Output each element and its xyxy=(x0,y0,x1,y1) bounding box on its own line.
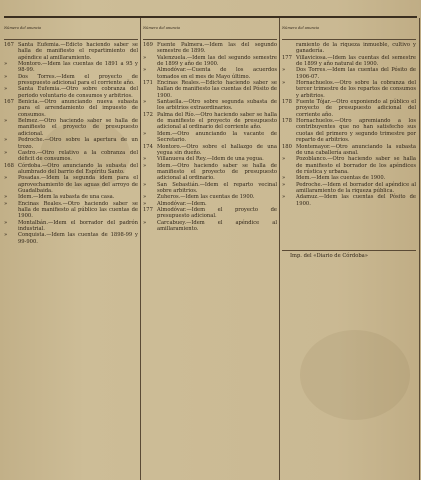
announcement-number: » xyxy=(143,200,147,207)
announcement-number: » xyxy=(143,130,147,137)
announcement-number: 167 xyxy=(4,99,14,106)
announcement-text: Villanueva del Rey.—Idem de una yegua. xyxy=(157,156,264,163)
announcement-text: Zuheros.—Idem las cuentas de 1900. xyxy=(157,194,255,201)
announcement-number: 177 xyxy=(143,206,153,213)
announcement-text: ramiento de la riqueza inmueble, cultivo y ganadería. xyxy=(296,42,416,55)
list-item xyxy=(282,55,416,68)
entries-list xyxy=(143,40,277,232)
announcement-number: » xyxy=(4,73,8,80)
announcement-text: Montalbán.—Idem el borrador del padrón industrial. xyxy=(18,219,138,232)
imprint-text: Imp. del «Diario de Córdoba» xyxy=(290,253,368,259)
announcement-text: Posadas.—Idem la segunda idem para el aprovechamiento de las aguas del arroyo de Guadalbaida. xyxy=(18,175,138,194)
announcement-number: 172 xyxy=(143,111,153,118)
announcement-number: » xyxy=(143,156,147,163)
announcement-number: » xyxy=(4,175,8,182)
announcement-number: » xyxy=(282,194,286,201)
announcement-text: Almodóvar.—Cuenta de los acuerdos tomados en el mes de Mayo último. xyxy=(157,67,277,80)
announcement-text: Idem.—Idem la subasta de una casa. xyxy=(18,194,115,201)
column-header: Número del anuncio xyxy=(143,18,277,40)
column-rule xyxy=(279,18,280,480)
column-header: Número del anuncio xyxy=(282,18,416,40)
announcement-text: Hornachuelos.—Otro sobre la cobranza del tercer trimestre de los repartos de consumos y arbitrios. xyxy=(296,80,416,99)
announcement-number: 180 xyxy=(282,143,292,150)
announcement-number: » xyxy=(143,54,147,61)
announcement-number xyxy=(282,42,296,55)
entries-list xyxy=(282,40,416,207)
announcement-number: 167 xyxy=(4,42,14,48)
announcement-number: 168 xyxy=(4,162,14,169)
list-item xyxy=(282,156,416,175)
announcement-text: Santaella.—Otro sobre segunda subasta de los arbitrios extraordinarios. xyxy=(157,99,277,112)
announcement-number: » xyxy=(4,219,8,226)
index-column-1 xyxy=(4,18,138,245)
announcement-text: Encinas Reales.—Otro haciendo saber se halla de manifiesto al público las cuentas de 1900. xyxy=(18,200,138,220)
announcement-text: Adamuz.—Idem las cuentas del Pósito de 1900. xyxy=(296,194,416,207)
index-column-3 xyxy=(282,18,416,207)
list-item xyxy=(143,163,277,182)
list-item xyxy=(143,112,277,131)
entries-list xyxy=(4,40,138,245)
list-item xyxy=(282,42,416,55)
list-item xyxy=(4,42,138,61)
announcement-text: Benicia.—Otro anunciando nueva subasta para el arrendamiento del impuesto de consumos. xyxy=(18,99,138,118)
announcement-number: 174 xyxy=(143,143,153,150)
announcement-number: » xyxy=(4,137,8,144)
announcement-text: San Sebastián.—Idem el reparto vecinal sobre arbitrios. xyxy=(157,181,277,194)
announcement-number: » xyxy=(282,67,286,74)
index-column-2 xyxy=(143,18,277,232)
list-item xyxy=(143,131,277,144)
list-item xyxy=(143,207,277,220)
announcement-text: Montoro.—Idem las cuentas de 1891 a 95 y 98-99. xyxy=(18,61,138,74)
announcement-text: Encinas Reales.—Edicto haciendo saber se hallan de manifiesto las cuentas del Pósito de 1900. xyxy=(157,80,277,99)
announcement-number: » xyxy=(4,194,8,201)
announcement-number: » xyxy=(282,80,286,87)
list-item xyxy=(143,55,277,68)
announcement-text: Almodóvar.—Idem el proyecto de presupuesto adicional. xyxy=(157,206,277,220)
list-item xyxy=(282,99,416,118)
list-item xyxy=(143,182,277,195)
announcement-text: Villaviciosa.—Idem las cuentas del semestre de 1899 y año natural de 1900. xyxy=(296,54,416,68)
announcement-number: » xyxy=(4,86,8,93)
announcement-text: Castro.—Otro relativo a la cobranza del déficit de consumos. xyxy=(18,149,138,163)
announcement-number: » xyxy=(4,232,8,239)
announcement-text: Conquista.—Idem las cuentas de 1898-99 y 99-900. xyxy=(18,232,138,245)
announcement-number: » xyxy=(4,200,8,207)
announcement-text: Idem.—Otro haciendo saber se halla de manifiesto el proyecto de presupuesto adicional al ordinario. xyxy=(157,162,277,182)
list-item xyxy=(4,220,138,233)
list-item xyxy=(282,67,416,80)
list-item xyxy=(282,182,416,195)
announcement-number: 171 xyxy=(143,80,153,87)
list-item xyxy=(4,201,138,220)
list-item xyxy=(4,137,138,150)
announcement-text: Dos Torres.—Idem el proyecto de presupuesto adicional para el corriente año. xyxy=(18,73,138,87)
list-item xyxy=(4,150,138,163)
announcement-number: » xyxy=(4,61,8,68)
list-item xyxy=(143,80,277,99)
list-item xyxy=(4,61,138,74)
announcement-text: Córdoba.—Otro anunciando la subasta del alumbrado del barrio del Espíritu Santo. xyxy=(18,162,138,175)
announcement-text: Valenzuela.—Idem las del segundo semestre de 1899 y año de 1900. xyxy=(157,54,277,68)
announcement-text: Montoro.—Otro sobre el hallazgo de una yegua sin dueño. xyxy=(157,143,277,156)
paper-stain xyxy=(300,330,410,420)
announcement-number: » xyxy=(143,219,147,226)
column-rule xyxy=(140,18,141,480)
list-item xyxy=(143,99,277,112)
announcement-text: Pedroche.—Idem el borrador del apéndice al amillaramiento de la riqueza pública. xyxy=(296,181,416,194)
list-item xyxy=(143,42,277,55)
announcement-number: » xyxy=(143,99,147,106)
announcement-text: Belmez.—Otro haciendo saber se halla de manifiesto el proyecto de presupuesto adicional. xyxy=(18,118,138,137)
list-item xyxy=(4,99,138,118)
announcement-number: 178 xyxy=(282,99,292,106)
announcement-number: » xyxy=(143,67,147,74)
announcement-text: Palma del Río.—Otro haciendo saber se halla de manifiesto el proyecto de presupuesto adicional al ordinario del corriente año. xyxy=(157,111,277,131)
announcement-text: Almodóvar.—Idem. xyxy=(157,200,207,207)
list-item xyxy=(143,144,277,157)
announcement-text: Idem.—Otro anunciando la vacante de Secretario. xyxy=(157,130,277,144)
announcement-number: » xyxy=(282,175,286,182)
announcement-number: » xyxy=(143,194,147,201)
announcement-text: Carcabuey.—Idem el apéndice al amillaramiento. xyxy=(157,219,277,232)
announcement-number: » xyxy=(4,149,8,156)
announcement-number: 169 xyxy=(143,42,153,48)
list-item xyxy=(4,232,138,245)
list-item xyxy=(282,144,416,157)
list-item xyxy=(4,74,138,87)
announcement-number: 178 xyxy=(282,118,292,125)
list-item xyxy=(282,118,416,143)
announcement-number: » xyxy=(143,181,147,188)
announcement-text: Fuente Palmera.—Idem las del segundo semestre de 1899. xyxy=(157,42,277,55)
announcement-text: Pozoblanco.—Otro haciendo saber se halla de manifiesto el borrador de los apéndices de rústica y urbana. xyxy=(296,156,416,175)
announcement-number: » xyxy=(282,156,286,163)
list-item xyxy=(143,220,277,233)
announcement-text: Dos Torres.—Idem las cuentas del Pósito de 1906-07. xyxy=(296,67,416,80)
announcement-text: Pedroche.—Otro sobre la apertura de un trozo. xyxy=(18,137,138,150)
announcement-number: » xyxy=(4,118,8,125)
list-item xyxy=(4,175,138,194)
announcement-number: » xyxy=(143,162,147,169)
imprint-rule xyxy=(282,250,416,251)
announcement-text: Santa Eufemia.—Edicto haciendo saber se halla de manifiesto el repartimiento del apéndice al amillaramiento. xyxy=(18,42,138,61)
column-header: Número del anuncio xyxy=(4,18,138,40)
list-item xyxy=(282,194,416,207)
announcement-text: Hornachuelos.—Otro apremiando a los contribuyentes que no han satisfecho sus cuotas del primero y segundo trimestre por reparto de arbitrios. xyxy=(296,118,416,144)
announcement-text: Idem.—Idem las cuentas de 1900. xyxy=(296,175,386,182)
list-item xyxy=(4,118,138,137)
announcement-text: Fuente Tójar.—Otro exponiendo al público el proyecto de presupuesto adicional del corriente año. xyxy=(296,99,416,118)
announcement-number: 177 xyxy=(282,54,292,61)
announcement-text: Montemayor.—Otro anunciando la subasta de una caballería asnal. xyxy=(296,143,416,156)
column-rule xyxy=(419,18,420,480)
list-item xyxy=(4,86,138,99)
announcement-number: » xyxy=(282,181,286,188)
list-item xyxy=(4,163,138,176)
announcement-text: Santa Eufemia.—Otro sobre cobranza del periodo voluntario de consumos y arbitrios. xyxy=(18,86,138,99)
list-item xyxy=(143,67,277,80)
list-item xyxy=(282,80,416,99)
